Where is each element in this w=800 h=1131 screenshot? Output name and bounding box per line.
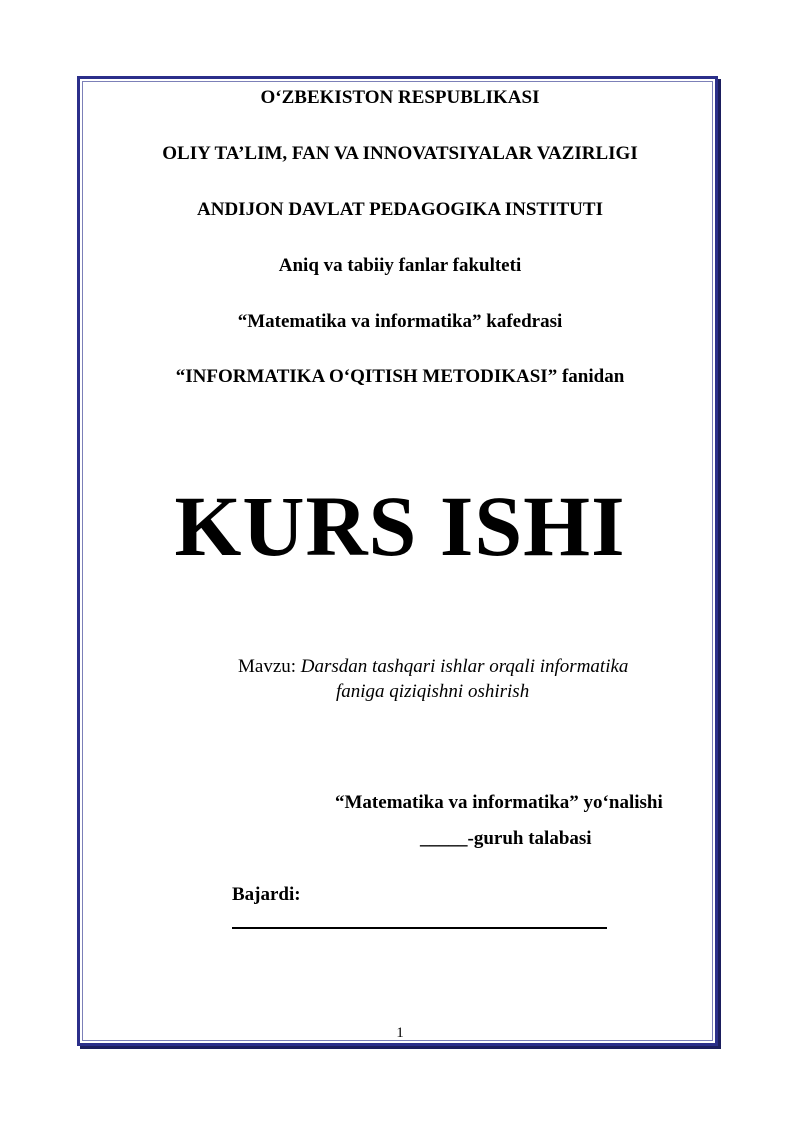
- page-number: 1: [396, 1025, 404, 1041]
- student-direction: “Matematika va informatika” yo‘nalishi: [335, 792, 663, 813]
- topic-label: Mavzu:: [238, 656, 301, 677]
- department-heading: “Matematika va informatika” kafedrasi: [237, 311, 563, 332]
- document-title: KURS ISHI: [174, 478, 626, 574]
- country-heading: O‘ZBEKISTON RESPUBLIKASI: [260, 87, 540, 108]
- ministry-heading: OLIY TA’LIM, FAN VA INNOVATSIYALAR VAZIRLIGI: [162, 143, 638, 164]
- faculty-heading: Aniq va tabiiy fanlar fakulteti: [278, 255, 522, 276]
- student-group: _____-guruh talabasi: [420, 828, 592, 849]
- subject-heading: “INFORMATIKA O‘QITISH METODIKASI” fanidan: [175, 366, 625, 387]
- topic-text-line2: faniga qiziqishni oshirish: [336, 681, 530, 702]
- institute-heading: ANDIJON DAVLAT PEDAGOGIKA INSTITUTI: [197, 199, 603, 220]
- topic-block: [238, 654, 628, 704]
- performed-by-label: Bajardi:: [232, 884, 301, 905]
- signature-line: [232, 927, 607, 929]
- topic-text-line1: Darsdan tashqari ishlar orqali informatika: [300, 656, 629, 677]
